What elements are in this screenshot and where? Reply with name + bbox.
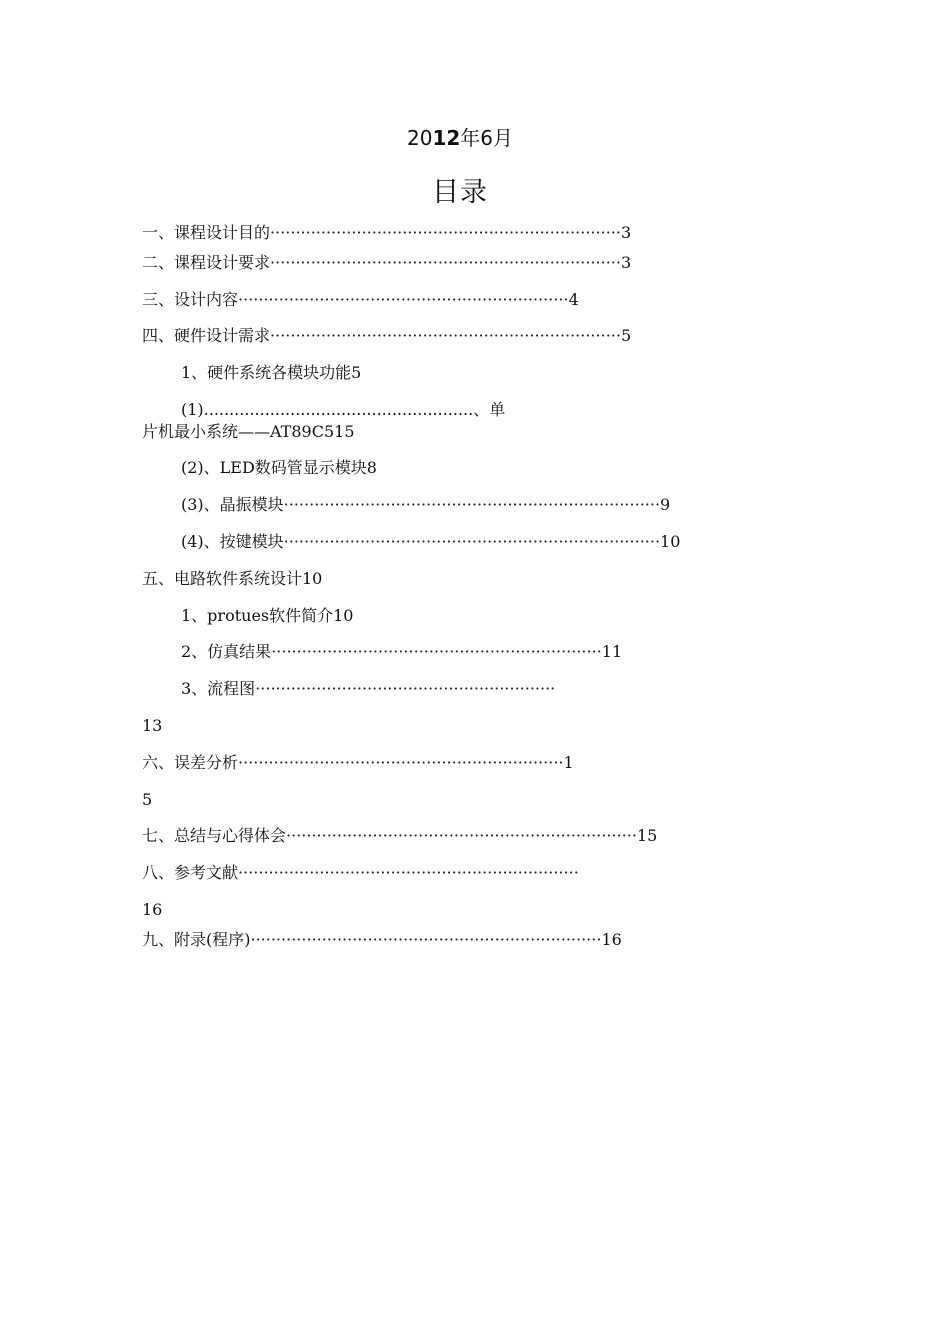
toc-leader-dots: ································································· xyxy=(238,290,569,309)
toc-entry xyxy=(142,222,631,244)
toc-page-number: 13 xyxy=(142,716,163,735)
date-year-part1: 20 xyxy=(406,126,433,150)
toc-entry-label: 3、流程图 xyxy=(181,679,256,698)
toc-leader-dots: ····································································· xyxy=(270,253,621,272)
toc-entry-label: 1、硬件系统各模块功能5 xyxy=(181,363,362,382)
toc-entry-label: 五、电路软件系统设计10 xyxy=(142,569,323,588)
toc-leader-dots: ····································································· xyxy=(270,223,621,242)
toc-entry-label: (3)、晶振模块 xyxy=(181,495,284,514)
toc-entry xyxy=(181,362,361,384)
toc-entry-label: 三、设计内容 xyxy=(142,290,239,309)
toc-leader-dots: ····································································· xyxy=(250,930,602,949)
toc-page-number: 5 xyxy=(620,326,632,345)
toc-page-number: 4 xyxy=(568,290,579,309)
toc-entry xyxy=(142,825,657,847)
toc-entry xyxy=(181,678,555,700)
toc-entry xyxy=(142,289,579,311)
toc-page-number: 11 xyxy=(601,642,623,661)
toc-entry xyxy=(142,929,622,951)
toc-entry xyxy=(142,325,631,347)
toc-entry xyxy=(142,252,631,274)
toc-leader-dots: ····································································· xyxy=(286,826,637,845)
toc-leader-dots: ··························································· xyxy=(255,679,556,698)
toc-entry xyxy=(142,568,322,590)
toc-entry xyxy=(181,399,505,421)
toc-entry-label: 七、总结与心得体会 xyxy=(142,826,287,845)
toc-entry-label: 八、参考文献 xyxy=(142,863,239,882)
toc-entry-label: (4)、按键模块 xyxy=(181,532,284,551)
toc-page-number: 5 xyxy=(142,790,153,809)
toc-entry-label: 2、仿真结果 xyxy=(181,642,272,661)
toc-page-number: 16 xyxy=(601,930,622,949)
toc-entry-label: 一、课程设计目的 xyxy=(142,223,271,242)
toc-entry-label: 六、误差分析 xyxy=(142,753,239,772)
toc-entry-label: (2)、LED数码管显示模块8 xyxy=(181,458,377,477)
toc-title: 目录 xyxy=(432,177,488,208)
toc-entry xyxy=(181,531,680,553)
toc-leader-dots: ································································ xyxy=(238,753,564,772)
toc-entry-label: 片机最小系统——AT89C515 xyxy=(142,422,355,441)
toc-entry-label: 九、附录(程序) xyxy=(142,930,251,949)
toc-entry-continuation xyxy=(142,899,162,921)
toc-leader-dots: ·········································································· xyxy=(283,532,661,551)
toc-leader-dots: ····································································· xyxy=(270,326,621,345)
toc-entry xyxy=(142,752,574,774)
toc-entry-label: (1).....................................................、单 xyxy=(181,400,506,419)
toc-entry-label: 二、课程设计要求 xyxy=(142,253,271,272)
toc-entry-continuation xyxy=(142,789,152,811)
toc-entry-continuation xyxy=(142,715,162,737)
date-rest: 年6月 xyxy=(460,126,514,150)
toc-leader-dots: ··································································· xyxy=(238,863,579,882)
toc-entry xyxy=(142,862,579,884)
toc-leader-dots: ································································· xyxy=(271,642,602,661)
toc-entry xyxy=(181,457,377,479)
date-year-part2: 12 xyxy=(432,126,461,150)
toc-page-number: 10 xyxy=(660,532,681,551)
toc-page-number: 16 xyxy=(142,900,163,919)
toc-leader-dots: ·········································································· xyxy=(283,495,661,514)
document-date xyxy=(0,122,920,151)
toc-entry-label: 四、硬件设计需求 xyxy=(142,326,271,345)
toc-entry xyxy=(181,494,670,516)
toc-page-number: 1 xyxy=(563,753,574,772)
toc-page-number: 15 xyxy=(636,826,658,845)
toc-entry-continuation xyxy=(142,421,355,443)
toc-entry xyxy=(181,605,353,627)
toc-entry xyxy=(181,641,622,663)
toc-entry-label: 1、protues软件简介10 xyxy=(181,606,354,625)
toc-page-number: 3 xyxy=(620,223,632,242)
toc-page-number: 3 xyxy=(620,253,632,272)
toc-page-number: 9 xyxy=(660,495,671,514)
